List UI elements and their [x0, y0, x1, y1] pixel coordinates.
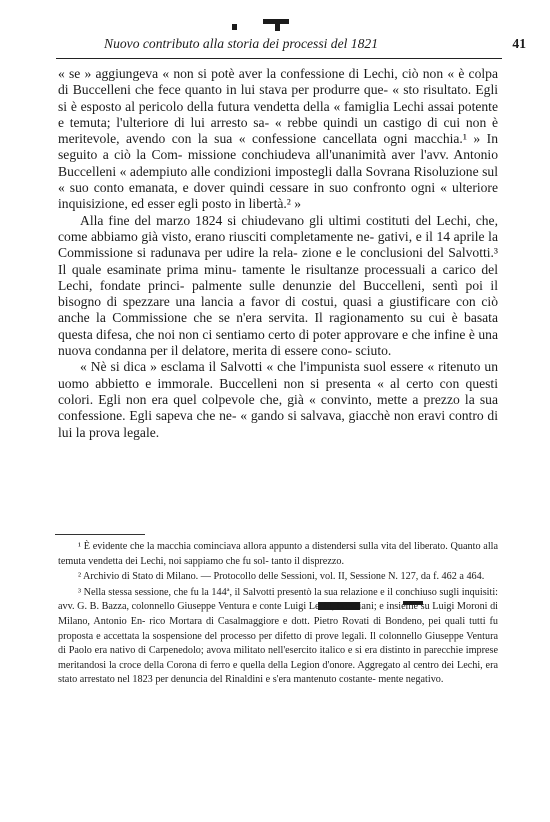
- running-header: [104, 36, 532, 54]
- print-blot: [275, 19, 280, 31]
- footnotes: [58, 540, 498, 688]
- running-title: Nuovo contributo alla storia dei processi del 1821: [104, 36, 378, 51]
- paragraph-quote-buccelleni: « se » aggiungeva « non si potè aver la confessione di Lechi, ciò non « è colpa di Buccelleni che fece quanto in lui stava per produrre que- « sto risultato. Egli si è esposto al pericolo della futura vendetta della « famiglia Lechi assai potente e temuta; l'ulteriore di lui arresto sa- « rebbe quindi un castigo di cui non è meritevole, avendo con la sua « confessione cancellata ogni macchia.¹ » In seguito a ciò la Com- missione conchiudeva all'unanimità aver l'avv. Antonio Buccelleni « adempiuto alle condizioni impostegli dalla Sovrana Risoluzione sul « suo conto emanata, e dover quindi cessare in suo confronto ogni « ulteriore inquisizione, ed esser egli posto in libertà.² »: [58, 66, 498, 212]
- paragraph-salvotti-quote: « Nè si dica » esclama il Salvotti « che l'impunista suol essere « ritenuto un uomo abbietto e immorale. Buccelleni non si presenta « al certo con questi colori. Egli non era quel colpevole che, già « convinto, mette a prezzo la sua confessione. Egli sapeva che ne- « gando si salvava, giacchè non eravi contro di lui la prova legale.: [58, 359, 498, 440]
- main-text: [58, 66, 498, 441]
- footnote-1: ¹ È evidente che la macchia cominciava allora appunto a distendersi sulla vita del liberato. Quanto alla temuta vendetta dei Lechi, noi sappiamo che fu sol- tanto il disprezzo.: [58, 541, 498, 567]
- paragraph-march-1824: Alla fine del marzo 1824 si chiudevano gli ultimi costituti del Lechi, che, come abbiamo già visto, erano riusciti completamente ne- gativi, e il 14 aprile la Commissione si radunava per udire la rela- zione e le conclusioni del Salvotti.³ Il quale esaminate prima minu- tamente le risultanze processuali a carico del Lechi, fondate princi- palmente sulle denunzie del Buccelleni, sentì poi il bisogno di spezzare una lancia a favor di costui, quasi a giustificare con ciò anche la Commissione che se n'era servita. Il ragionamento su cui è basata questa difesa, che noi non ci sentiamo certo di poter approvare e che infine è una nuova condanna per il delatore, merita di essere cono- sciuto.: [58, 212, 498, 359]
- page-number: 41: [512, 36, 526, 51]
- print-blot: [232, 24, 237, 30]
- header-rule: [56, 58, 502, 59]
- footnote-rule: [55, 534, 145, 535]
- footnote-2: ² Archivio di Stato di Milano. — Protocollo delle Sessioni, vol. II, Sessione N. 127, da f. 462 a 464.: [78, 571, 485, 583]
- footnote-3: ³ Nella stessa sessione, che fu la 144ª, il Salvotti presentò la sua relazione e il conchiuso sugli inquisiti: avv. G. B. Bazza, colonnello Giuseppe Ventura e conte Luigi Lechi, bresciani; e insieme su Luigi Moroni di Milano, Antonio En- rico Mortara di Casalmaggiore e dott. Pietro Rovati di Bondeno, pei quali tutti fu proposta e accettata la sospensione del processo per difetto di prove legali. Il colonnello Giuseppe Ventura di Paolo era nativo di Carpenedolo; avova militato nell'esercito italico e si era distinto in parecchie imprese meritandosi la croce della Corona di ferro e quella della Legion d'onore. Aggregato al centro dei Lechi, era stato arrestato nel 1823 per denuncia del Rinaldini e s'era mantenuto costante- mente negativo.: [58, 586, 498, 686]
